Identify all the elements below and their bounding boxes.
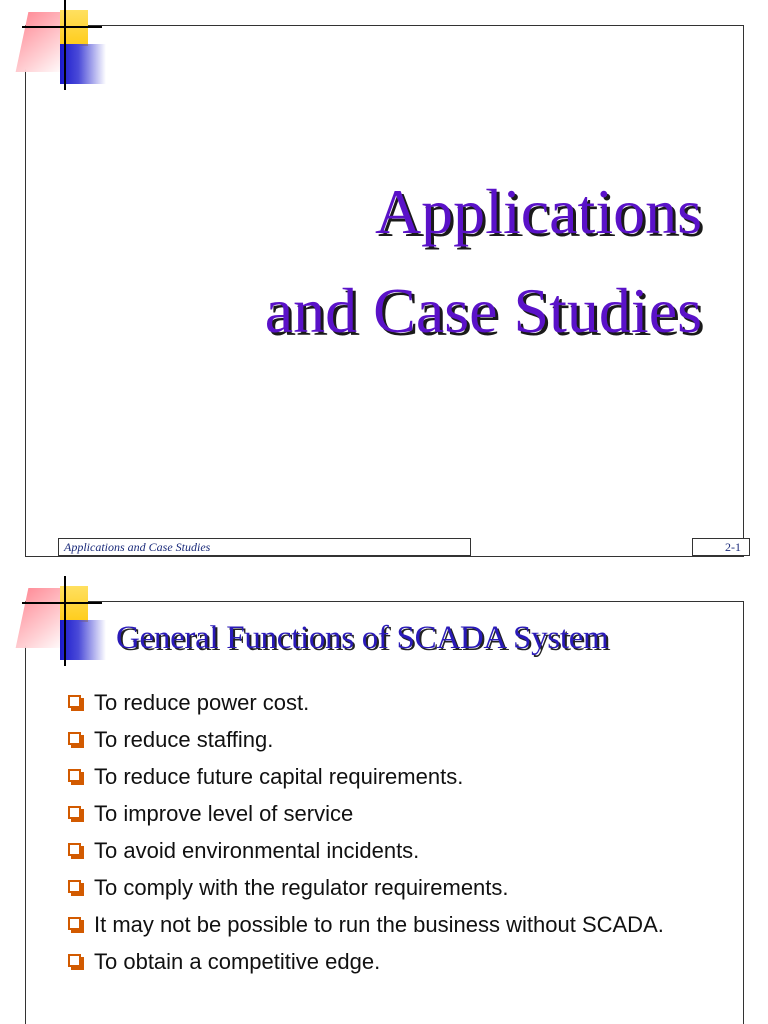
footer-title: Applications and Case Studies — [58, 538, 471, 556]
checkbox-bullet-icon — [68, 806, 81, 819]
title-line-1: Applications — [374, 176, 702, 247]
checkbox-bullet-icon — [68, 917, 81, 930]
bullet-list — [66, 688, 706, 984]
slide-title: General Functions of SCADA System — [116, 620, 609, 656]
list-item: To obtain a competitive edge. — [66, 947, 706, 976]
slide-2 — [0, 576, 768, 1024]
list-item: To reduce power cost. — [66, 688, 706, 717]
list-item: It may not be possible to run the business without SCADA. — [66, 910, 706, 939]
title-line-2: and Case Studies — [264, 275, 702, 347]
corner-decoration-icon — [0, 0, 110, 95]
checkbox-bullet-icon — [68, 732, 81, 745]
list-item: To avoid environmental incidents. — [66, 836, 706, 865]
checkbox-bullet-icon — [68, 954, 81, 967]
slide-title — [265, 162, 702, 360]
checkbox-bullet-icon — [68, 769, 81, 782]
corner-decoration-icon — [0, 576, 110, 671]
page-number: 2-1 — [692, 538, 750, 556]
list-item: To reduce future capital requirements. — [66, 762, 706, 791]
list-item: To improve level of service — [66, 799, 706, 828]
checkbox-bullet-icon — [68, 695, 81, 708]
checkbox-bullet-icon — [68, 880, 81, 893]
checkbox-bullet-icon — [68, 843, 81, 856]
list-item: To comply with the regulator requirements. — [66, 873, 706, 902]
list-item: To reduce staffing. — [66, 725, 706, 754]
